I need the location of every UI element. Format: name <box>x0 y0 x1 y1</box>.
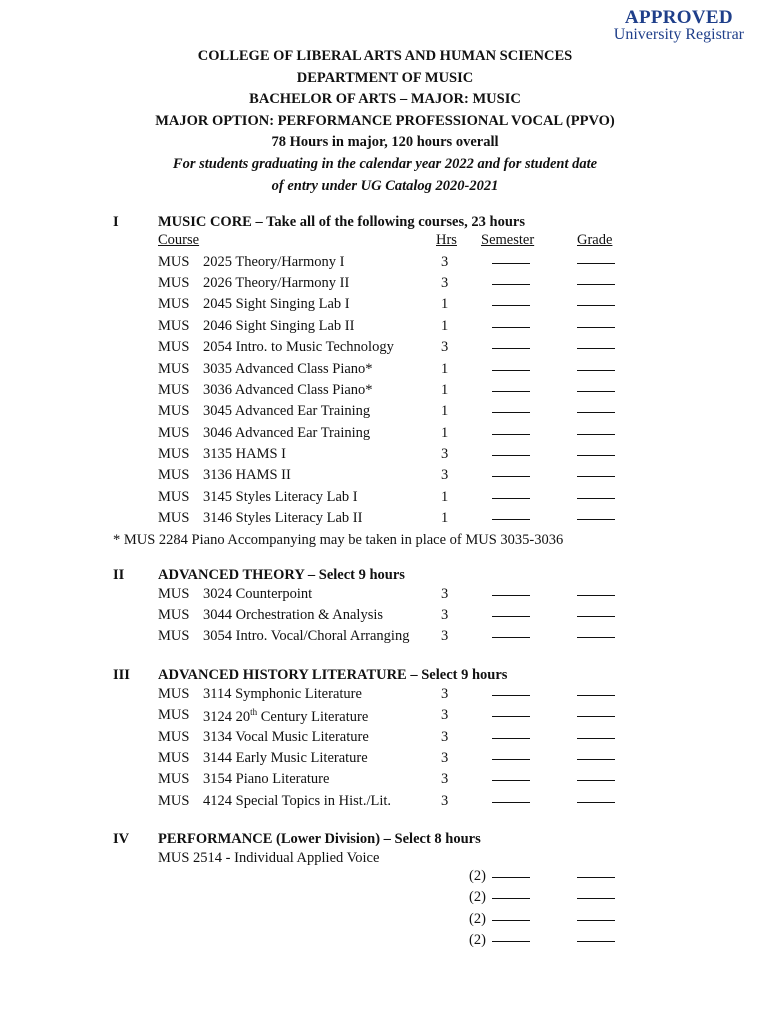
section-number: III <box>113 667 130 683</box>
course-hours: 3 <box>441 586 449 602</box>
semester-blank[interactable] <box>492 738 530 739</box>
performance-entry-row <box>0 889 770 910</box>
grade-blank[interactable] <box>577 370 615 371</box>
section-number: IV <box>113 831 130 847</box>
performance-entry-row <box>0 932 770 953</box>
course-name: 3046 Advanced Ear Training <box>203 425 371 441</box>
course-name: 2054 Intro. to Music Technology <box>203 339 394 355</box>
catalog-note-line1: For students graduating in the calendar year 2022 and for student date <box>172 155 598 172</box>
course-name: 3154 Piano Literature <box>203 771 330 787</box>
grade-blank[interactable] <box>577 348 615 349</box>
entry-hours: (2) <box>469 932 486 948</box>
semester-blank[interactable] <box>492 637 530 638</box>
course-row <box>0 489 770 510</box>
piano-substitution-note: * MUS 2284 Piano Accompanying may be taken in place of MUS 3035-3036 <box>113 532 564 548</box>
semester-blank[interactable] <box>492 519 530 520</box>
grade-blank[interactable] <box>577 263 615 264</box>
grade-column-header: Grade <box>577 232 613 248</box>
course-column-header: Course <box>158 232 200 248</box>
applied-voice-course: MUS 2514 - Individual Applied Voice <box>158 850 380 866</box>
grade-blank[interactable] <box>577 716 615 717</box>
course-prefix: MUS <box>158 254 190 270</box>
course-name: 2046 Sight Singing Lab II <box>203 318 355 334</box>
course-row <box>0 361 770 382</box>
course-row <box>0 510 770 531</box>
course-prefix: MUS <box>158 296 190 312</box>
course-row <box>0 446 770 467</box>
grade-blank[interactable] <box>577 920 615 921</box>
course-hours: 3 <box>441 628 449 644</box>
course-name-end: Century Literature <box>257 708 369 725</box>
grade-blank[interactable] <box>577 802 615 803</box>
course-prefix: MUS <box>158 467 190 483</box>
semester-blank[interactable] <box>492 716 530 717</box>
course-hours: 3 <box>441 446 449 462</box>
semester-blank[interactable] <box>492 348 530 349</box>
course-prefix: MUS <box>158 510 190 526</box>
course-row <box>0 467 770 488</box>
course-row <box>0 750 770 771</box>
course-row <box>0 425 770 446</box>
document-header <box>0 46 770 197</box>
course-name: 3036 Advanced Class Piano* <box>203 382 373 398</box>
semester-blank[interactable] <box>492 759 530 760</box>
course-hours: 1 <box>441 403 449 419</box>
grade-blank[interactable] <box>577 941 615 942</box>
semester-blank[interactable] <box>492 616 530 617</box>
section-number: I <box>113 214 119 230</box>
course-hours: 3 <box>441 750 449 766</box>
course-name: 3145 Styles Literacy Lab I <box>203 489 358 505</box>
course-name <box>203 707 368 726</box>
grade-blank[interactable] <box>577 877 615 878</box>
course-row <box>0 686 770 707</box>
course-row <box>0 793 770 814</box>
course-hours: 1 <box>441 425 449 441</box>
grade-blank[interactable] <box>577 780 615 781</box>
semester-blank[interactable] <box>492 327 530 328</box>
course-prefix: MUS <box>158 707 190 723</box>
course-row <box>0 296 770 317</box>
hours-summary: 78 Hours in major, 120 hours overall <box>271 134 499 151</box>
course-hours: 3 <box>441 339 449 355</box>
grade-blank[interactable] <box>577 637 615 638</box>
semester-blank[interactable] <box>492 898 530 899</box>
grade-blank[interactable] <box>577 391 615 392</box>
course-name: 2045 Sight Singing Lab I <box>203 296 350 312</box>
grade-blank[interactable] <box>577 476 615 477</box>
course-name: 3045 Advanced Ear Training <box>203 403 371 419</box>
course-prefix: MUS <box>158 361 190 377</box>
course-prefix: MUS <box>158 793 190 809</box>
ordinal-suffix: th <box>250 707 258 717</box>
grade-blank[interactable] <box>577 759 615 760</box>
performance-entry-row <box>0 911 770 932</box>
degree-title: BACHELOR OF ARTS – MAJOR: MUSIC <box>249 91 521 108</box>
course-hours: 1 <box>441 318 449 334</box>
course-prefix: MUS <box>158 403 190 419</box>
performance-entry-row <box>0 868 770 889</box>
course-prefix: MUS <box>158 586 190 602</box>
course-hours: 3 <box>441 707 449 723</box>
course-hours: 1 <box>441 361 449 377</box>
grade-blank[interactable] <box>577 519 615 520</box>
grade-blank[interactable] <box>577 616 615 617</box>
major-option-title: MAJOR OPTION: PERFORMANCE PROFESSIONAL VOCAL (PPVO) <box>155 112 615 129</box>
course-name: 3114 Symphonic Literature <box>203 686 362 702</box>
course-name: 3135 HAMS I <box>203 446 286 462</box>
department-title: DEPARTMENT OF MUSIC <box>296 69 474 86</box>
course-row <box>0 607 770 628</box>
course-row <box>0 771 770 792</box>
course-name: 3044 Orchestration & Analysis <box>203 607 384 623</box>
semester-blank[interactable] <box>492 284 530 285</box>
course-hours: 3 <box>441 793 449 809</box>
grade-blank[interactable] <box>577 595 615 596</box>
course-prefix: MUS <box>158 607 190 623</box>
semester-blank[interactable] <box>492 695 530 696</box>
course-prefix: MUS <box>158 771 190 787</box>
course-row <box>0 382 770 403</box>
course-prefix: MUS <box>158 750 190 766</box>
course-prefix: MUS <box>158 275 190 291</box>
grade-blank[interactable] <box>577 305 615 306</box>
course-name: 2026 Theory/Harmony II <box>203 275 350 291</box>
semester-blank[interactable] <box>492 434 530 435</box>
course-hours: 3 <box>441 254 449 270</box>
semester-blank[interactable] <box>492 920 530 921</box>
college-title: COLLEGE OF LIBERAL ARTS AND HUMAN SCIENCES <box>197 48 573 64</box>
course-row <box>0 403 770 424</box>
course-row <box>0 318 770 339</box>
entry-hours: (2) <box>469 868 486 884</box>
course-prefix: MUS <box>158 446 190 462</box>
semester-blank[interactable] <box>492 498 530 499</box>
course-hours: 3 <box>441 686 449 702</box>
course-name: 3024 Counterpoint <box>203 586 313 602</box>
course-hours: 3 <box>441 467 449 483</box>
grade-blank[interactable] <box>577 695 615 696</box>
course-prefix: MUS <box>158 382 190 398</box>
approved-stamp <box>614 7 744 44</box>
course-row <box>0 339 770 360</box>
course-name: 3144 Early Music Literature <box>203 750 368 766</box>
section-title: PERFORMANCE (Lower Division) – Select 8 hours <box>158 831 481 847</box>
grade-blank[interactable] <box>577 498 615 499</box>
course-name: 3035 Advanced Class Piano* <box>203 361 373 377</box>
semester-blank[interactable] <box>492 476 530 477</box>
grade-blank[interactable] <box>577 327 615 328</box>
course-name: 3054 Intro. Vocal/Choral Arranging <box>203 628 410 644</box>
course-row <box>0 628 770 649</box>
course-name: 3146 Styles Literacy Lab II <box>203 510 363 526</box>
hrs-column-header: Hrs <box>436 232 457 248</box>
semester-blank[interactable] <box>492 877 530 878</box>
semester-blank[interactable] <box>492 305 530 306</box>
grade-blank[interactable] <box>577 455 615 456</box>
course-prefix: MUS <box>158 425 190 441</box>
course-name: 2025 Theory/Harmony I <box>203 254 345 270</box>
grade-blank[interactable] <box>577 738 615 739</box>
semester-column-header: Semester <box>481 232 535 248</box>
grade-blank[interactable] <box>577 284 615 285</box>
grade-blank[interactable] <box>577 434 615 435</box>
course-hours: 3 <box>441 771 449 787</box>
course-prefix: MUS <box>158 489 190 505</box>
course-row <box>0 586 770 607</box>
course-name: 4124 Special Topics in Hist./Lit. <box>203 793 392 809</box>
semester-blank[interactable] <box>492 263 530 264</box>
course-prefix: MUS <box>158 686 190 702</box>
section-title: ADVANCED THEORY – Select 9 hours <box>158 567 405 583</box>
course-name: 3136 HAMS II <box>203 467 291 483</box>
semester-blank[interactable] <box>492 780 530 781</box>
section-number: II <box>113 567 125 583</box>
semester-blank[interactable] <box>492 941 530 942</box>
course-prefix: MUS <box>158 729 190 745</box>
course-hours: 3 <box>441 729 449 745</box>
course-hours: 1 <box>441 510 449 526</box>
course-name: 3134 Vocal Music Literature <box>203 729 369 745</box>
course-hours: 1 <box>441 382 449 398</box>
section-title: ADVANCED HISTORY LITERATURE – Select 9 hours <box>158 667 508 683</box>
course-row <box>0 254 770 275</box>
grade-blank[interactable] <box>577 898 615 899</box>
course-hours: 3 <box>441 275 449 291</box>
column-headers <box>0 232 770 252</box>
catalog-note-line2: of entry under UG Catalog 2020-2021 <box>271 177 499 194</box>
course-prefix: MUS <box>158 318 190 334</box>
course-hours: 1 <box>441 296 449 312</box>
course-prefix: MUS <box>158 339 190 355</box>
course-prefix: MUS <box>158 628 190 644</box>
semester-blank[interactable] <box>492 455 530 456</box>
stamp-title: APPROVED <box>624 7 733 28</box>
semester-blank[interactable] <box>492 595 530 596</box>
semester-blank[interactable] <box>492 370 530 371</box>
grade-blank[interactable] <box>577 412 615 413</box>
course-row <box>0 707 770 728</box>
semester-blank[interactable] <box>492 412 530 413</box>
semester-blank[interactable] <box>492 391 530 392</box>
semester-blank[interactable] <box>492 802 530 803</box>
entry-hours: (2) <box>469 911 486 927</box>
course-row <box>0 275 770 296</box>
entry-hours: (2) <box>469 889 486 905</box>
section-title: MUSIC CORE – Take all of the following courses, 23 hours <box>158 214 525 230</box>
course-name-start: 3124 20 <box>203 708 251 725</box>
course-row <box>0 729 770 750</box>
course-hours: 1 <box>441 489 449 505</box>
stamp-subtitle: University Registrar <box>613 26 744 43</box>
course-hours: 3 <box>441 607 449 623</box>
